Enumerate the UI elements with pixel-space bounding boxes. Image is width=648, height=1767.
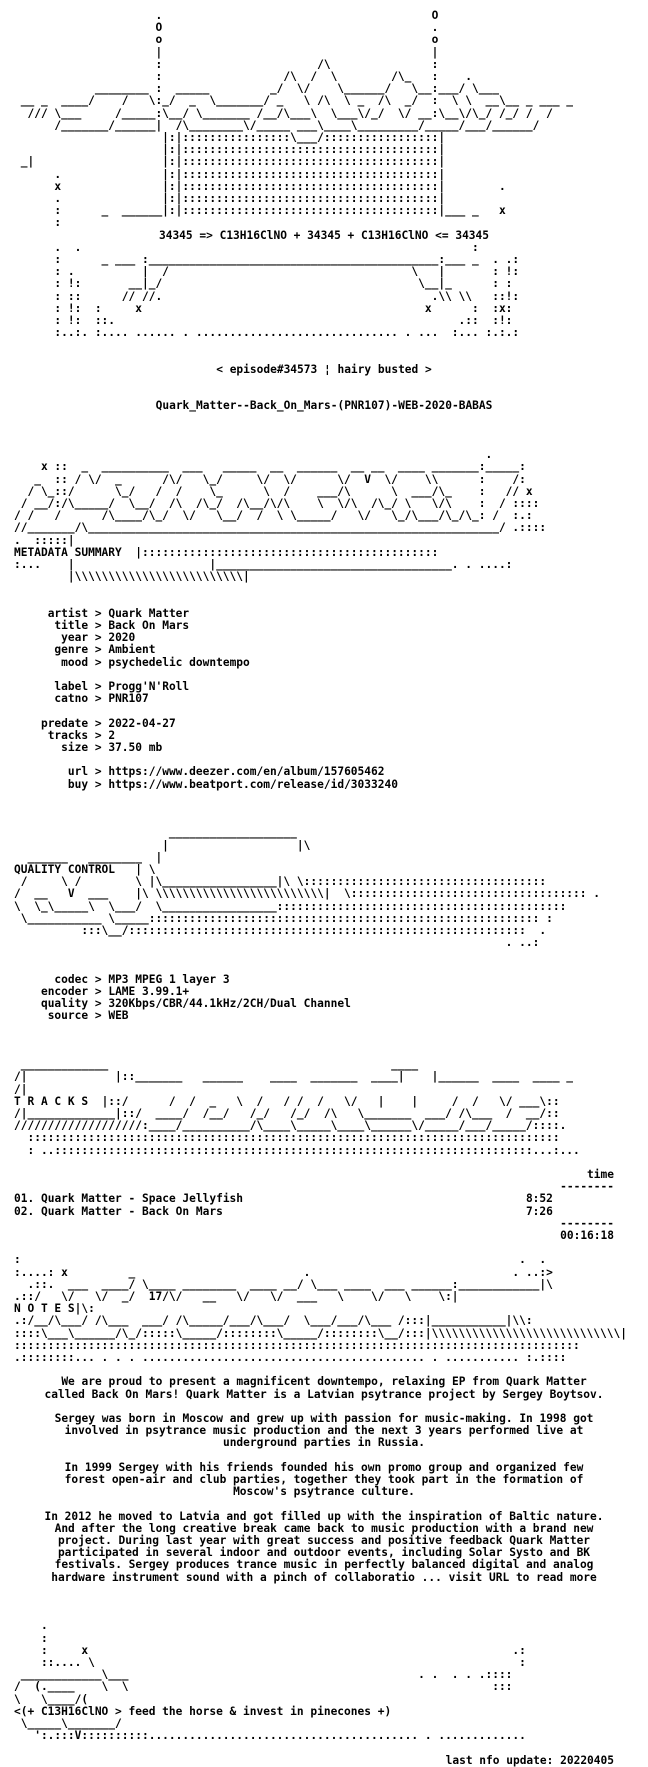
metadata-row-title: title > Back On Mars [54, 619, 190, 633]
nfo-document: . O O . o o | | : /\ : : /\ / \ /\_ : . ________ : _____ _/ \/ \______/ \__:___/ \___ __ _ ____/ / \:_/ _ \_______/ _ \ /\ \ _ /\ _/ : \ \ __\__ _ ___ _ /// \___ /_____:\__/ \_______ /__/\___\ \___\/_/ \/ __:\__\/\_/ /_/ / / /_______/______| /\________\/_____ ___\____\_________/_____/___/______/ |:|::::::::::::::::\___/:::::::::::::::::| |:|::::::::::::::::::::::::::::::::::::::| _| |:|::::::::::::::::::::::::::::::::::::::| . |:|::::::::::::::::::::::::::::::::::::::| x |:|::::::::::::::::::::::::::::::::::::::| . . |:|::::::::::::::::::::::::::::::::::::::| : _ ______|:|::::::::::::::::::::::::::::::::::::::|___ _ x : 34345 => C13H16ClNO + 34345 + C13H16ClNO <= 34345 . . : : _ ___ :___________________________________________:___ _ . .: : . | / \ | : !: : !: __|_/ \__|_ : : : :: // //. .\\ \\ ::!: : !: : x x : :x: : !: ::. .:: :!: :..:. :.... ...... . .............................. . ... :... :.:.: < episode#34573 ¦ hairy busted > Quark_Matter--Back_On_Mars-(PNR107)-WEB-2020-BABAS . x :: _ __________ ___ _____ __ ______ __ __ ____ _______:_____: _ :: / \/ _ /\/ \_/ \/ \/ \/ V \/ \\ : /: / \_::/ \_/ / / \_ \ / ___/\ \ ___/\_ : // x / __/:/\_____/ \__/ /\ /\_/ /\__/\/\ \ \/\ /\_/ \ \/\ : / :::: / / / /\____/\_/ \/ \__/ / \ \_____/ \/ \_/\___/\_/\_: / :.: //_______/\_____________________________________________________________/ .:::: . :::::| METADATA SUMMARY |:::::::::::::::::::::::::::::::::::::::::::: :... | |___________________________________. . ....: |\\\\\\\\\\\\\\\\\\\\\\\\\| artist > Quark Matter title > Back On Mars year > 2020 genre > Ambient mood > psychedelic downtempo label > Progg'N'Roll catno > PNR107 predate > 2022-04-27 tracks > 2 size > 37.50 mb url > https://www.deezer.com/en/album/157605462 buy > https://www.beatport.com/release/id/3033240 ___________________ | |\ ______ ________ | QUALITY CONTROL | \ / \ / \ |\_________________|\ \:::::::::::::::::::::::::::::::::::: / __ V ___ |\ \\\\\\\\\\\\\\\\\\\\\\\\\| \::::::::::::::::::::::::::::::::::: . \ \_\_____\ \___/ \_________________::::::::::::::::::::::::::::::::::::::::::: \___________ \_____:::::::::::::::::::::::::::::::::::::::::::::::::::::::::: : :::\__/::::::::::::::::::::::::::::::::::::::::::::::::::::::::::: . . ..: codec > MP3 MPEG 1 layer 3 encoder > LAME 3.99.1+ quality > 320Kbps/CBR/44.1kHz/2CH/Dual Channel source > WEB _____________ ____ /| |::_______ ______ ____ _______ ____| |______ ____ ____ _ /| T R A C K S |::/ / / _ \ / / / / \/ | | / / \/ ___\:: /|_____________|::/ ____/ /__/ /_/ /_/ /\ \_______ ___/ /\___ / __/:: ///////////////////:____/__________/\____\_____\____\______\/_____/___/_____/::::. ::::::::::::::::::::::::::::::::::::::::::::::::::::::::::::::::::::::::::::::: : ..:::::::::::::::::::::::::::::::::::::::::::::::::::::::::::::::::::::::...:... time -------- 01. Quark Matter - Space Jellyfish 8:52 02. Quark Matter - Back On Mars 7:26 -------- 00:16:18 : . . :....: x _ . . ..:> .::. ___ ____/ \____ ________ ____ __/ \___ ____ ___ ______:____________|\ .::/ \/ \/ _/ 17/\/ __ \/ \/ ___ \ \/ \ \:| N O T E S|\: .:/__/\___/ /\___ ___/ /\_____/___/\___/ \___/___/\___ /:::|___________|\\: ::::\___\______/\_/:::::\_____/::::::::\_____/::::::::\__/:::|\\\\\\\\\\\\\\\\\\\\\\\\\\\\| :::::::::::::::::::::::::::::::::::::::::::::::::::::::::::::::::::::::::::::::::::: .::::::::... . . . .......................................... . ........... :.:::: We are proud to present a magnificent downtempo, relaxing EP from Quark Matter called Back On Mars! Quark Matter is a Latvian psytrance project by Sergey Boytsov. Sergey was born in Moscow and grew up with passion for music-making. In 1998 got involved in psytrance music production and the next 3 years performed live at underground parties in Russia. In 1999 Sergey with his friends founded his own promo group and organized few forest open-air and club parties, together they took part in the formation of Moscow's psytrance culture. In 2012 he moved to Latvia and got filled up with the inspiration of Baltic nature. And after the long creative break came back to music production with a brand new project. During last year with great success and positive feedback Quark Matter participated in several indoor and outdoor events, including Solar Systo and BK festivals. Sergey produces trance music in perfectly balanced digital and analog hardware instrument sound with a pinch of collaboratio ... visit URL to read more . : : x .: ::.... \ : ____________\___ . . . . .:::: / (.____ \ \ ::: \ \____/( <(+ C13H16ClNO > feed the horse & invest in pinecones +) \_____\_______/ ':.:::V::::::::::........................................ . ............. last nfo update: 20220405 [14, 10, 634, 1767]
quality-row-encoder: encoder > LAME 3.99.1+ [40, 984, 190, 998]
metadata-row-size: size > 37.50 mb [61, 741, 163, 755]
formula-line: 34345 => C13H16ClNO + 34345 + C13H16ClNO <= 34345 [158, 228, 490, 242]
release-name: Quark_Matter--Back_On_Mars-(PNR107)-WEB-2020-BABAS [155, 399, 493, 413]
metadata-row-predate: predate > 2022-04-27 [40, 716, 176, 730]
tracks-title: T R A C K S [14, 1094, 89, 1108]
metadata-row-label: label > Progg'N'Roll [54, 680, 190, 694]
metadata-row-genre: genre > Ambient [54, 643, 156, 657]
notes-paragraph-2: Sergey was born in Moscow and grew up with passion for music-making. In 1998 got involved in psytrance music production and the next 3 years performed live at underground parties in Russia. [54, 1411, 594, 1450]
metadata-row-artist: artist > Quark Matter [47, 606, 190, 620]
metadata-row-tracks: tracks > 2 [47, 728, 116, 742]
header-ascii-art-top: . O O . o o | | : /\ : : /\ / \ /\_ : . ________ : _____ _/ \/ \______/ \__:___/ \___ __ _ ____/ / \:_/ _ \_______/ _ \ /\ \ _ /\ _/ : \ \ __\__ _ ___ _ /// \___ /_____:\__/ \_______ /__/\___\ \___\/_/ \/ __:\__\/\_/ /_/ / / /_______/______| /\________\/_____ ___\____\_________/_____/___/______/ |:|::::::::::::::::\___/:::::::::::::::::| |:|::::::::::::::::::::::::::::::::::::::| _| |:|::::::::::::::::::::::::::::::::::::::| . |:|::::::::::::::::::::::::::::::::::::::| x |:|::::::::::::::::::::::::::::::::::::::| . . |:|::::::::::::::::::::::::::::::::::::::| : _ ______|:|::::::::::::::::::::::::::::::::::::::|___ _ x : [20, 9, 574, 230]
last-update: last nfo update: 20220405 [445, 1753, 614, 1767]
track-row-2: 02. Quark Matter - Back On Mars 7:26 [14, 1204, 553, 1218]
quality-title: QUALITY CONTROL [14, 862, 116, 876]
metadata-row-url[interactable]: url > https://www.deezer.com/en/album/157605462 [67, 765, 385, 779]
tracks-time-rule: -------- [560, 1180, 614, 1194]
track-row-1: 01. Quark Matter - Space Jellyfish 8:52 [14, 1192, 553, 1206]
metadata-row-catno: catno > PNR107 [54, 692, 149, 706]
notes-body [14, 1376, 634, 1583]
quality-row-codec: codec > MP3 MPEG 1 layer 3 [54, 972, 230, 986]
quality-ascii-art: ___________________ | |\ ______ ________ | [27, 826, 311, 864]
header-ascii-art-bottom: . . : : _ ___ :___________________________________________:___ _ . .: : . | / \ | : !: : !: __|_/ \__|_ : : : :: // //. .\\ \\ ::!: : !: : x x : :x: : !: ::. .:: :!: :..:. :.... ...... . .............................. . ... :... :.:.: [54, 240, 520, 340]
tracks-ascii-art: _____________ ____ /| |::_______ ______ ____ _______ ____| |______ ____ ____ _ /| [14, 1058, 574, 1096]
metadata-row-year: year > 2020 [61, 631, 136, 645]
metadata-title: METADATA SUMMARY [14, 545, 122, 559]
metadata-ascii-art: . x :: _ __________ ___ _____ __ ______ __ __ ____ _______:_____: _ :: / \/ _ /\/ \_/ \/ \/ \/ V \/ \\ : /: / \_::/ \_/ / / \_ \ / ___/\ \ ___/\_ : // x / __/:/\_____/ \__/ /\ /\_/ /\__/\/\ \ \/\ /\_/ \ \/\ : / :::: / / / /\____/\_/ \/ \__/ / \ \_____/ \/ \_/\___/\_/\_: / :.: //_______/\_____________________________________________________________/ .:::: . :::::| [14, 448, 547, 547]
tracks-total: 00:16:18 [560, 1228, 614, 1242]
metadata-row-mood: mood > psychedelic downtempo [61, 655, 250, 669]
notes-paragraph-4: In 2012 he moved to Latvia and got filled up with the inspiration of Baltic nature. And after the long creative break came back to music production with a brand new project. During last year with great success and positive feedback Quark Matter participated in several indoor and outdoor events, including Solar Systo and BK festivals. Sergey produces trance music in perfectly balanced digital and analog hardware instrument sound with a pinch of collaboratio ... visit URL to read more [44, 1509, 604, 1584]
quality-row-source: source > WEB [47, 1009, 129, 1023]
episode-line: < episode#34573 ¦ hairy busted > [216, 362, 432, 376]
metadata-row-buy[interactable]: buy > https://www.beatport.com/release/id/3033240 [67, 777, 398, 791]
footer-ascii-art: . : : x .: ::.... \ : ____________\___ . . . . .:::: / (.____ \ \ ::: \ \____/( [14, 1619, 526, 1706]
notes-ascii-art: : . . :....: x _ . . ..:> .::. ___ ____/ \____ ________ ____ __/ \___ ____ ___ ______:____________|\ .::/ \/ \/ _/ 17/\/ __ \/ \/ ___ \ \/ \ \:| [14, 1253, 553, 1303]
tracks-time-header: time [587, 1167, 614, 1181]
footer-slogan: <(+ C13H16ClNO > feed the horse & invest in pinecones +) [14, 1704, 392, 1718]
notes-paragraph-1: We are proud to present a magnificent downtempo, relaxing EP from Quark Matter called Back On Mars! Quark Matter is a Latvian psytrance project by Sergey Boytsov. [44, 1375, 604, 1401]
quality-row-quality: quality > 320Kbps/CBR/44.1kHz/2CH/Dual Channel [40, 997, 351, 1011]
tracks-total-rule: -------- [560, 1216, 614, 1230]
notes-paragraph-3: In 1999 Sergey with his friends founded his own promo group and organized few forest open-air and club parties, together they took part in the formation of Moscow's psytrance culture. [64, 1460, 584, 1499]
notes-title: N O T E S [14, 1302, 75, 1316]
